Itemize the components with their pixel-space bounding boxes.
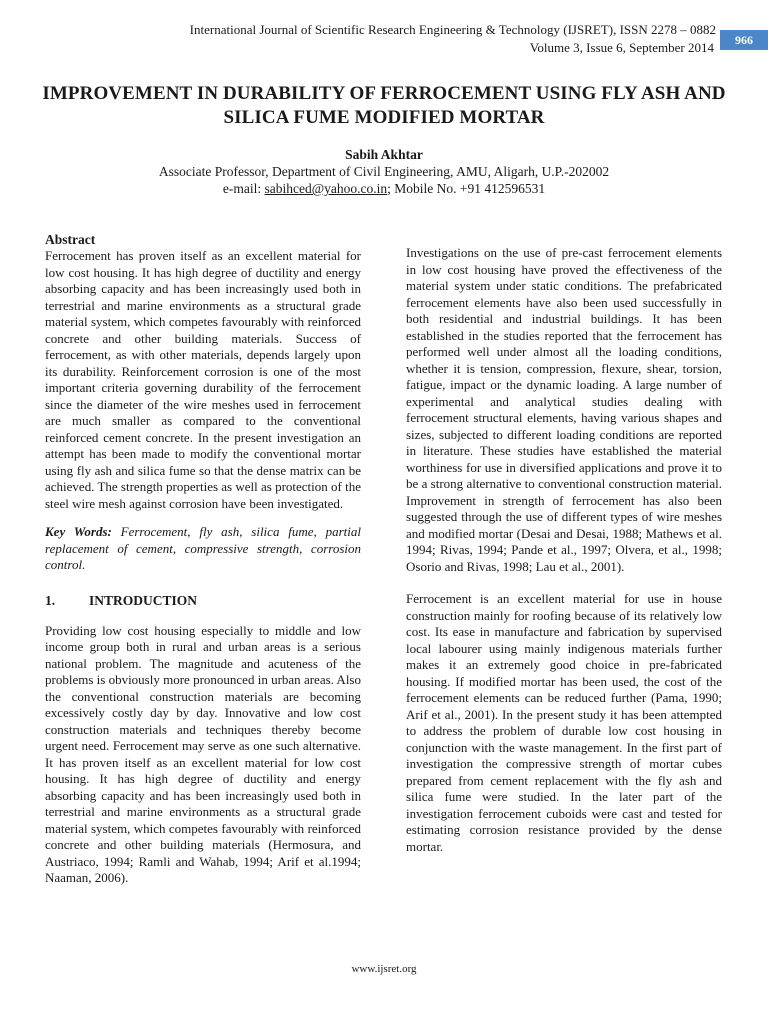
- left-column: [45, 231, 361, 887]
- intro-paragraph-1: Providing low cost housing especially to middle and low income group both in rural and urban areas is a serious national problem. The magnitude and acuteness of the problems is obviously more pronounced in urban areas. Also the conventional construction materials are becoming excessively costly day by day. Innovative and low cost construction materials and techniques thereby become urgent need. Ferrocement may serve as one such alternative. It has proven itself as an excellent material for low cost housing. It has high degree of ductility and energy absorbing capacity and has been increasingly used both in terrestrial and marine environments as a structural grade material system, which competes favourably with reinforced concrete and other building materials (Hermosura, and Austriaco, 1994; Ramli and Wahab, 1994; Arif et al.1994; Naaman, 2006).: [45, 622, 361, 885]
- email-label: e-mail:: [222, 181, 265, 196]
- email-link[interactable]: sabihced@yahoo.co.in: [264, 181, 388, 196]
- keywords: [45, 524, 361, 574]
- journal-header: International Journal of Scientific Research Engineering & Technology (IJSRET), ISSN 2278 – 0882: [189, 22, 716, 37]
- section-number: 1.: [45, 592, 56, 608]
- right-column: [406, 245, 722, 855]
- keywords-text: Ferrocement, fly ash, silica fume, partial replacement of cement, compressive strength, corrosion control.: [45, 524, 361, 572]
- intro-paragraph-2: Investigations on the use of pre-cast ferrocement elements in low cost housing have proved the effectiveness of the material system under static conditions. The prefabricated ferrocement elements have also been used successfully in both residential and industrial buildings. It has been established in the studies reported that the ferrocement has performed well under almost all the loading conditions, whether it is tension, compression, flexure, shear, torsion, fatigue, impact or the dynamic loading. A large number of experimental and analytical studies dealing with ferrocement structural elements, having various shapes and sizes, subjected to different loading conditions are reported in literature. These studies have established the material worthiness for use in diversified applications and prove it to be a strong alternative to conventional construction material. Improvement in strength of ferrocement has also been suggested through the use of different types of wire meshes and modified mortar (Desai and Desai, 1988; Mathews et al. 1994; Rivas, 1994; Pande et al., 1997; Olvera, et al., 1998; Osorio and Rivas, 1998; Lau et al., 2001).: [406, 245, 722, 574]
- introduction-heading: [45, 592, 361, 609]
- paper-title: IMPROVEMENT IN DURABILITY OF FERROCEMENT USING FLY ASH AND SILICA FUME MODIFIED MORTAR: [42, 83, 726, 128]
- page-number-badge: 966: [720, 30, 768, 50]
- author-affiliation: Associate Professor, Department of Civil Engineering, AMU, Aligarh, U.P.-202002: [158, 164, 610, 179]
- author-contact: [0, 181, 768, 197]
- section-title: INTRODUCTION: [89, 592, 198, 608]
- author-name: Sabih Akhtar: [345, 147, 423, 162]
- volume-info: Volume 3, Issue 6, September 2014: [529, 40, 714, 55]
- intro-paragraph-3: Ferrocement is an excellent material for use in house construction mainly for roofing because of its relatively low cost. Its ease in manufacture and fabrication by supervised local labourer using mainly indigenous materials further makes it an extremely good choice in pre-fabricated housing. If modified mortar has been used, the cost of the ferrocement elements can be reduced further (Pama, 1990; Arif et al., 2001). In the present study it has been attempted to address the problem of durable low cost housing in conjunction with the waste management. In the first part of investigation the compressive strength of mortar cubes prepared from cement replacement with the fly ash and silica fume were studied. In the later part of the investigation ferrocement cuboids were cast and tested for estimating corrosion resistance provided by the dense mortar.: [406, 591, 722, 854]
- abstract-heading: Abstract: [45, 232, 96, 247]
- mobile-number: ; Mobile No. +91 412596531: [387, 181, 546, 196]
- footer-url[interactable]: www.ijsret.org: [351, 963, 417, 975]
- keywords-label: Key Words:: [45, 524, 112, 539]
- abstract-text: Ferrocement has proven itself as an excellent material for low cost housing. It has high degree of ductility and energy absorbing capacity and has been increasingly used both in terrestrial and marine environments as a structural grade material system, which competes favourably with reinforced concrete and other building materials. Success of ferrocement, as with other materials, depends largely upon its durability. Reinforcement corrosion is one of the most important criteria governing durability of the ferrocement since the diameter of the wire meshes used in ferrocement are much smaller as compared to the conventional reinforced cement concrete. In the present investigation an attempt has been made to modify the conventional mortar using fly ash and silica fume so that the dense matrix can be achieved. The strength properties as well as protection of the steel wire mesh against corrosion have been investigated.: [45, 248, 361, 511]
